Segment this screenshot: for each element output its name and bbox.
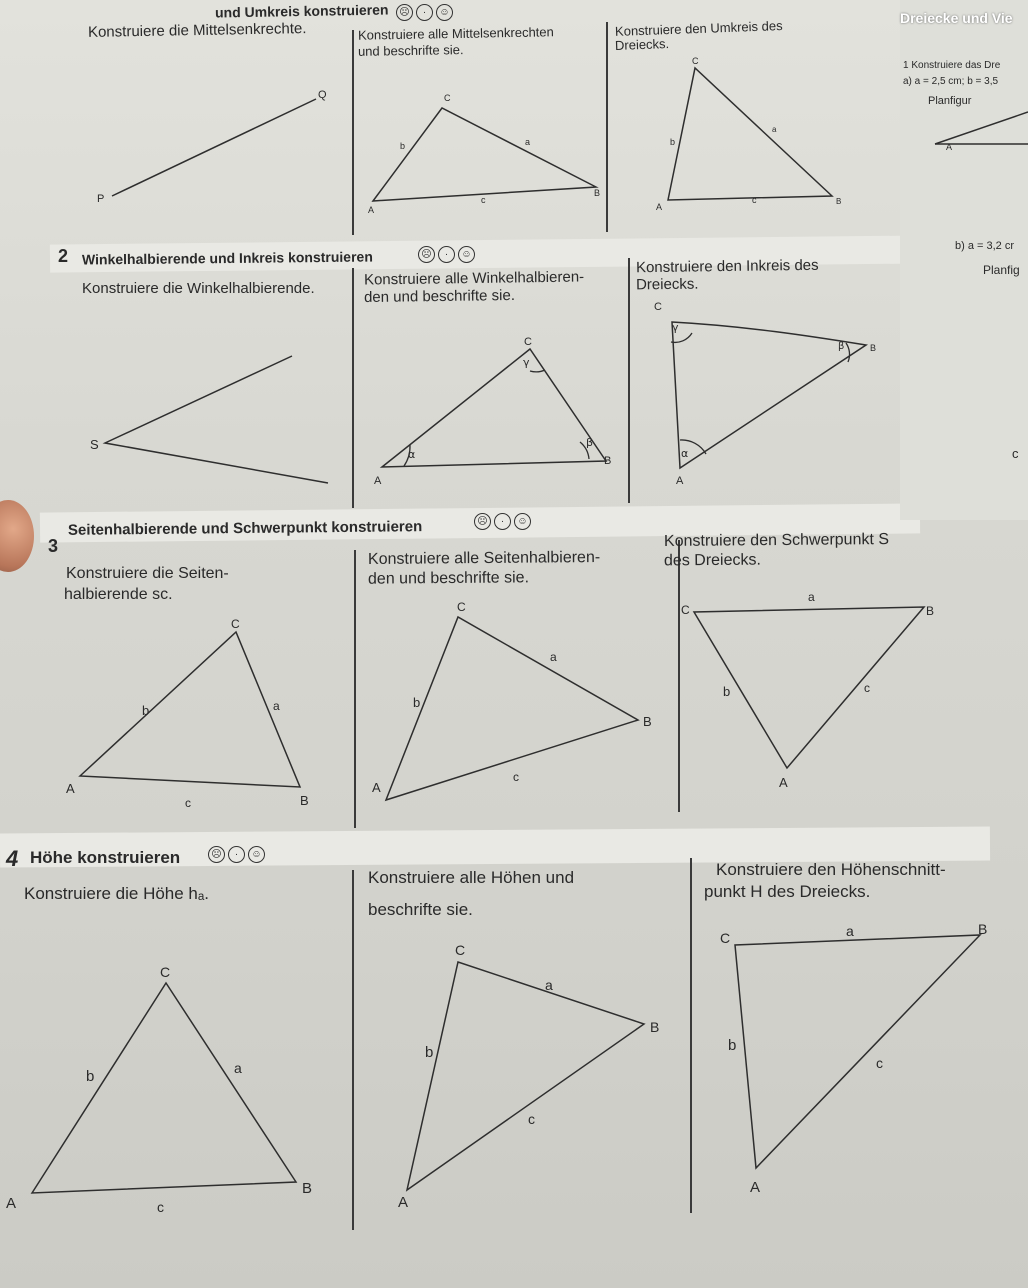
angle-gamma: γ xyxy=(523,356,530,369)
side-a: a xyxy=(525,137,531,147)
s3-number: 3 xyxy=(48,536,59,556)
s1-task2-line1: Konstruiere alle Mittelsenkrechten xyxy=(357,24,554,43)
s4-number: 4 xyxy=(6,846,19,871)
s3-task3-line1: Konstruiere den Schwerpunkt S xyxy=(663,531,890,550)
side-b: b xyxy=(400,141,406,151)
right-title: Dreiecke und Vie xyxy=(900,10,1013,26)
side-c: c xyxy=(481,195,486,205)
segment-pq xyxy=(112,99,316,196)
s1-task1: Konstruiere die Mittelsenkrechte. xyxy=(87,20,307,41)
right-part-b: b) a = 3,2 cr xyxy=(955,240,1015,252)
vertex-b: B xyxy=(604,455,612,467)
s1-task3-line1: Konstruiere den Umkreis des xyxy=(614,18,783,39)
angle-arc-beta-2 xyxy=(846,343,850,362)
s3-task3-line2: des Dreiecks. xyxy=(663,551,761,570)
side-a: a xyxy=(846,923,854,939)
triangle-s2b xyxy=(382,349,606,467)
side-c: c xyxy=(752,195,757,205)
vertex-c: C xyxy=(524,336,532,348)
triangle-s2c xyxy=(672,322,866,468)
point-p-label: P xyxy=(97,193,105,205)
s4-task1: Konstruiere die Höhe hₐ. xyxy=(24,884,209,903)
side-a: a xyxy=(545,977,553,993)
s4-task2-line2: beschrifte sie. xyxy=(368,900,473,919)
vertex-b: B xyxy=(643,714,652,729)
point-s-label: S xyxy=(90,437,99,452)
side-b: b xyxy=(670,137,676,147)
side-b: b xyxy=(425,1044,434,1061)
side-b: b xyxy=(728,1037,737,1054)
s3-task1-line1: Konstruiere die Seiten- xyxy=(66,565,229,582)
vertex-b: B xyxy=(594,188,601,198)
vertex-b: B xyxy=(302,1180,313,1197)
vertex-c: C xyxy=(231,617,240,631)
s4-task3-line2: punkt H des Dreiecks. xyxy=(704,882,871,901)
s2-task2-line2: den und beschrifte sie. xyxy=(363,286,516,307)
side-a: a xyxy=(273,699,280,713)
triangle-s1b xyxy=(373,108,596,201)
vertex-b: B xyxy=(836,197,842,206)
side-a: a xyxy=(772,125,777,134)
s1-task3-line2: Dreiecks. xyxy=(614,36,670,53)
s1-task2-line2: und beschrifte sie. xyxy=(357,42,464,59)
side-c: c xyxy=(185,796,191,810)
triangle-s3a xyxy=(80,632,300,787)
s4-task3-line1: Konstruiere den Höhenschnitt- xyxy=(716,860,946,879)
vertex-a: A xyxy=(368,205,375,215)
vertex-a: A xyxy=(66,781,75,796)
s3-task2-line1: Konstruiere alle Seitenhalbieren- xyxy=(367,548,601,569)
side-a: a xyxy=(550,650,557,664)
right-planfigur-b: Planfig xyxy=(983,263,1020,277)
side-b: b xyxy=(413,695,421,710)
vertex-c: C xyxy=(455,942,466,958)
angle-arc-gamma-2 xyxy=(671,333,692,342)
s2-task3-line1: Konstruiere den Inkreis des xyxy=(635,256,819,277)
vertex-c: C xyxy=(654,301,662,313)
vertex-b: B xyxy=(978,921,988,937)
s4-task2-line1: Konstruiere alle Höhen und xyxy=(368,868,575,887)
angle-s xyxy=(105,356,328,483)
rating-faces: ☹ · ☺ xyxy=(474,513,534,531)
rating-faces: ☹ · ☺ xyxy=(208,846,268,864)
vertex-b: B xyxy=(870,343,877,353)
vertex-c: C xyxy=(160,964,171,980)
triangle-s1c xyxy=(668,68,832,200)
s2-number: 2 xyxy=(58,246,69,266)
s3-heading: Seitenhalbierende und Schwerpunkt konstruieren xyxy=(67,518,423,539)
triangle-s3b xyxy=(386,617,638,800)
angle-beta: β xyxy=(586,436,594,449)
side-c: c xyxy=(157,1199,164,1215)
rating-faces: ☹ · ☺ xyxy=(418,246,478,264)
angle-arc-gamma xyxy=(530,370,545,372)
vertex-a: A xyxy=(372,780,381,795)
vertex-a: A xyxy=(779,775,788,790)
right-task-line: 1 Konstruiere das Dre xyxy=(903,60,1001,71)
s4-heading: Höhe konstruieren xyxy=(30,848,181,867)
s2-task3-line2: Dreiecks. xyxy=(635,275,699,294)
s1-heading: und Umkreis konstruieren xyxy=(214,1,389,21)
side-a: a xyxy=(234,1060,242,1076)
vertex-c: C xyxy=(444,93,451,103)
vertex-a: A xyxy=(656,202,663,212)
vertex-a: A xyxy=(750,1179,761,1196)
angle-alpha: α xyxy=(408,448,416,461)
s2-task1: Konstruiere die Winkelhalbierende. xyxy=(82,280,315,297)
angle-gamma: γ xyxy=(672,321,679,334)
vertex-c: C xyxy=(457,600,466,614)
vertex-c: C xyxy=(720,930,731,946)
vertex-a: A xyxy=(6,1195,17,1212)
right-planfigur-a: Planfigur xyxy=(928,95,972,107)
vertex-c: C xyxy=(681,603,690,617)
vertex-b: B xyxy=(926,604,935,618)
s2-task2-line1: Konstruiere alle Winkelhalbieren- xyxy=(363,268,585,289)
angle-beta: β xyxy=(838,341,845,352)
side-b: b xyxy=(86,1068,95,1085)
rating-faces: ☹ · ☺ xyxy=(396,4,456,22)
right-planfigur-sketch xyxy=(935,112,1028,144)
vertex-b: B xyxy=(300,793,309,808)
vertex-a: A xyxy=(398,1194,409,1211)
vertex-a: A xyxy=(374,475,382,487)
s3-task1-line2: halbierende sᴄ. xyxy=(64,586,173,603)
right-part-a: a) a = 2,5 cm; b = 3,5 xyxy=(903,76,999,87)
s2-heading: Winkelhalbierende und Inkreis konstruieren xyxy=(81,248,373,268)
side-b: b xyxy=(142,703,150,718)
vertex-b: B xyxy=(650,1019,660,1035)
point-q-label: Q xyxy=(318,89,327,101)
vertex-a: A xyxy=(676,475,684,487)
side-c: c xyxy=(864,681,870,695)
side-c: c xyxy=(513,770,519,784)
triangle-s4b xyxy=(407,962,644,1190)
right-edge-letter: c xyxy=(1012,446,1019,461)
triangle-s4c xyxy=(735,935,980,1168)
side-c: c xyxy=(876,1055,883,1071)
side-b: b xyxy=(723,684,731,699)
side-a: a xyxy=(808,590,815,604)
right-point-a: A xyxy=(946,142,953,152)
angle-alpha: α xyxy=(681,447,689,460)
vertex-c: C xyxy=(692,56,699,66)
side-c: c xyxy=(528,1111,535,1127)
s3-task2-line2: den und beschrifte sie. xyxy=(367,569,530,588)
triangle-s4a xyxy=(32,983,296,1193)
